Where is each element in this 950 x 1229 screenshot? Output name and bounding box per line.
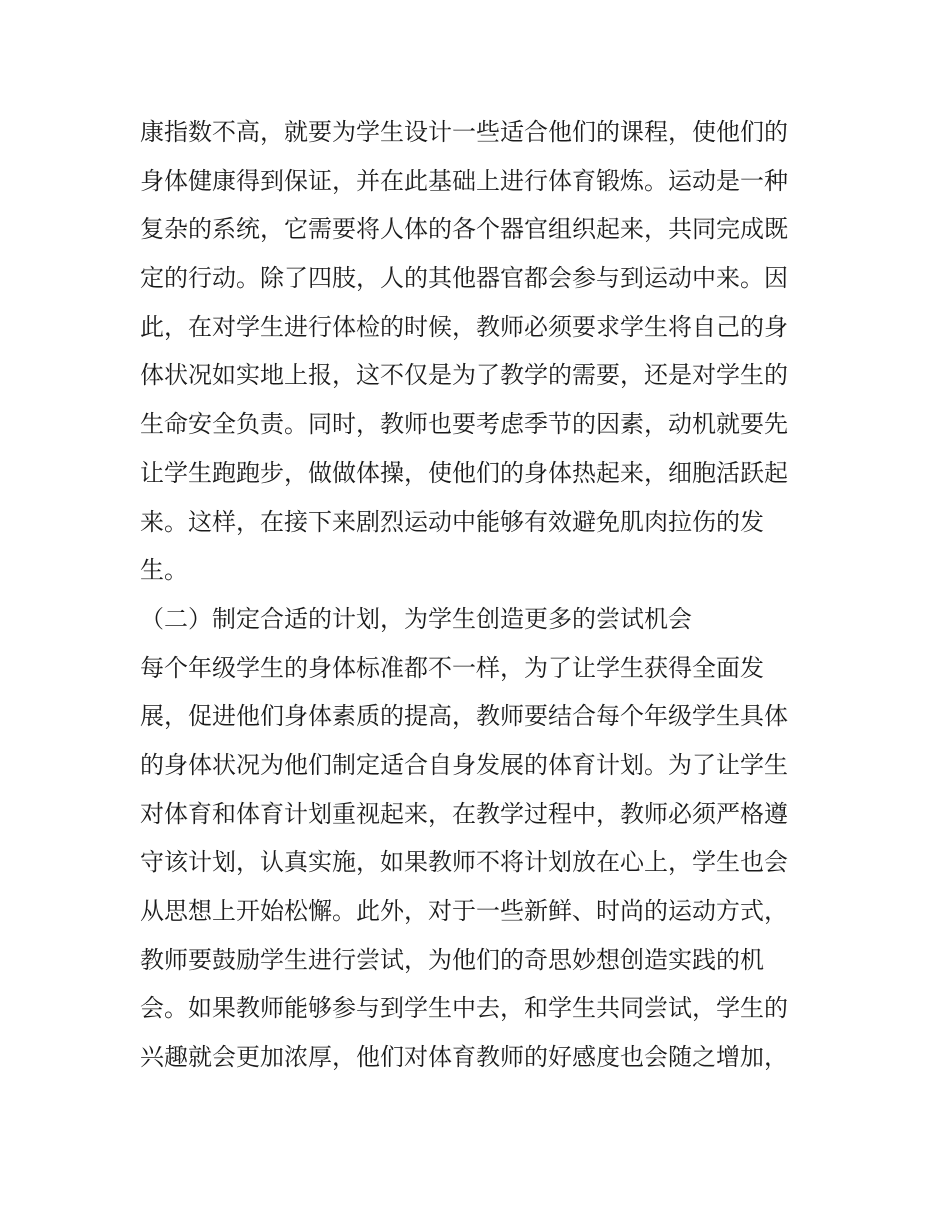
text-line: 展，促进他们身体素质的提高，教师要结合每个年级学生具体 <box>140 702 788 731</box>
text-line: 身体健康得到保证，并在此基础上进行体育锻炼。运动是一种 <box>140 166 788 195</box>
text-line: 生命安全负责。同时，教师也要考虑季节的因素，动机就要先 <box>140 410 788 439</box>
text-line: 兴趣就会更加浓厚，他们对体育教师的好感度也会随之增加， <box>140 1043 788 1072</box>
text-line: 对体育和体育计划重视起来，在教学过程中，教师必须严格遵 <box>140 799 788 828</box>
text-line: 体状况如实地上报，这不仅是为了教学的需要，还是对学生的 <box>140 361 788 390</box>
body-text <box>140 108 830 1082</box>
text-line: 守该计划，认真实施，如果教师不将计划放在心上，学生也会 <box>140 848 788 877</box>
text-line: 每个年级学生的身体标准都不一样，为了让学生获得全面发 <box>140 653 764 682</box>
text-line: 定的行动。除了四肢，人的其他器官都会参与到运动中来。因 <box>140 264 788 293</box>
text-line: 复杂的系统，它需要将人体的各个器官组织起来，共同完成既 <box>140 215 788 244</box>
section-heading: （二）制定合适的计划，为学生创造更多的尝试机会 <box>140 604 692 633</box>
text-line: 生。 <box>140 556 188 585</box>
text-line: 康指数不高，就要为学生设计一些适合他们的课程，使他们的 <box>140 118 788 146</box>
text-line: 来。这样，在接下来剧烈运动中能够有效避免肌肉拉伤的发 <box>140 507 764 536</box>
text-line: 此，在对学生进行体检的时候，教师必须要求学生将自己的身 <box>140 312 788 341</box>
text-line: 的身体状况为他们制定适合自身发展的体育计划。为了让学生 <box>140 750 788 779</box>
text-line: 让学生跑跑步，做做体操，使他们的身体热起来，细胞活跃起 <box>140 458 788 487</box>
text-line: 从思想上开始松懈。此外，对于一些新鲜、时尚的运动方式， <box>140 897 788 925</box>
text-line: 教师要鼓励学生进行尝试，为他们的奇思妙想创造实践的机 <box>140 945 764 974</box>
text-line: 会。如果教师能够参与到学生中去，和学生共同尝试，学生的 <box>140 994 788 1023</box>
